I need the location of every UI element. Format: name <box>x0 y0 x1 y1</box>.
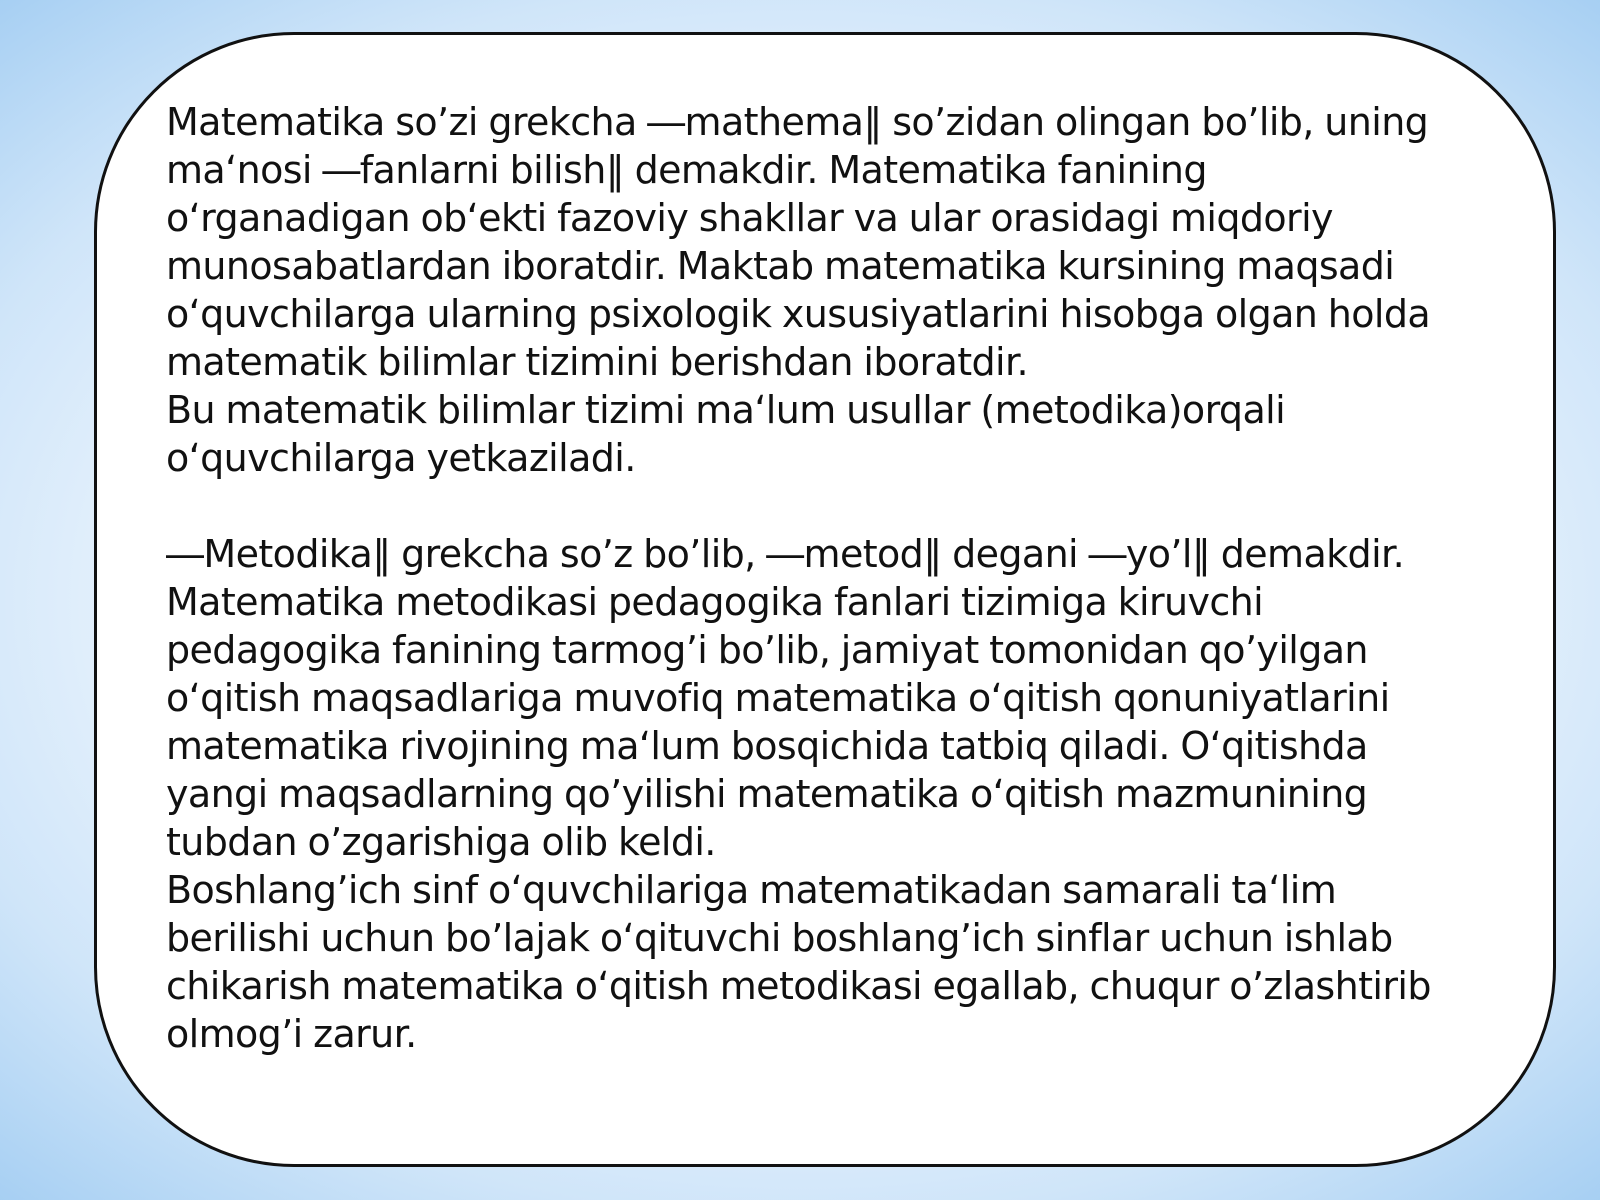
text-line: olmog’i zarur. <box>166 1012 417 1056</box>
text-line: yangi maqsadlarning qo’yilishi matematika o‘qitish mazmunining <box>166 772 1368 816</box>
text-line: matematik bilimlar tizimini berishdan iboratdir. <box>166 340 1029 384</box>
text-line: berilishi uchun bo’lajak o‘qituvchi boshlang’ich sinflar uchun ishlab <box>166 916 1393 960</box>
text-line: o‘quvchilarga yetkaziladi. <box>166 436 636 480</box>
text-line: chikarish matematika o‘qitish metodikasi egallab, chuqur o’zlashtirib <box>166 964 1431 1008</box>
text-line: o‘rganadigan ob‘ekti fazoviy shakllar va ular orasidagi miqdoriy <box>166 196 1333 240</box>
text-line: matematika rivojining ma‘lum bosqichida tatbiq qiladi. O‘qitishda <box>166 724 1368 768</box>
text-line: o‘qitish maqsadlariga muvofiq matematika o‘qitish qonuniyatlarini <box>166 676 1390 720</box>
text-line: Bu matematik bilimlar tizimi ma‘lum usullar (metodika)orqali <box>166 388 1286 432</box>
text-line: munosabatlardan iboratdir. Maktab matematika kursining maqsadi <box>166 244 1395 288</box>
text-line: pedagogika fanining tarmog’i bo’lib, jamiyat tomonidan qo’yilgan <box>166 628 1368 672</box>
text-line: ―Metodika‖ grekcha so’z bo’lib, ―metod‖ degani ―yo’l‖ demakdir. <box>166 532 1405 576</box>
text-line: ma‘nosi ―fanlarni bilish‖ demakdir. Matematika fanining <box>166 148 1207 192</box>
text-line: Boshlang’ich sinf o‘quvchilariga matematikadan samarali ta‘lim <box>166 868 1337 912</box>
paragraph-teacher <box>166 866 1476 1058</box>
slide-text <box>166 98 1476 1058</box>
text-line: Matematika metodikasi pedagogika fanlari tizimiga kiruvchi <box>166 580 1264 624</box>
text-line: Matematika so’zi grekcha ―mathema‖ so’zidan olingan bo’lib, uning <box>166 100 1429 144</box>
text-line: tubdan o’zgarishiga olib keldi. <box>166 820 716 864</box>
text-line: o‘quvchilarga ularning psixologik xususiyatlarini hisobga olgan holda <box>166 292 1431 336</box>
paragraph-spacer <box>166 482 1476 530</box>
paragraph-definition <box>166 98 1476 386</box>
paragraph-methodology <box>166 530 1476 866</box>
paragraph-methods <box>166 386 1476 482</box>
